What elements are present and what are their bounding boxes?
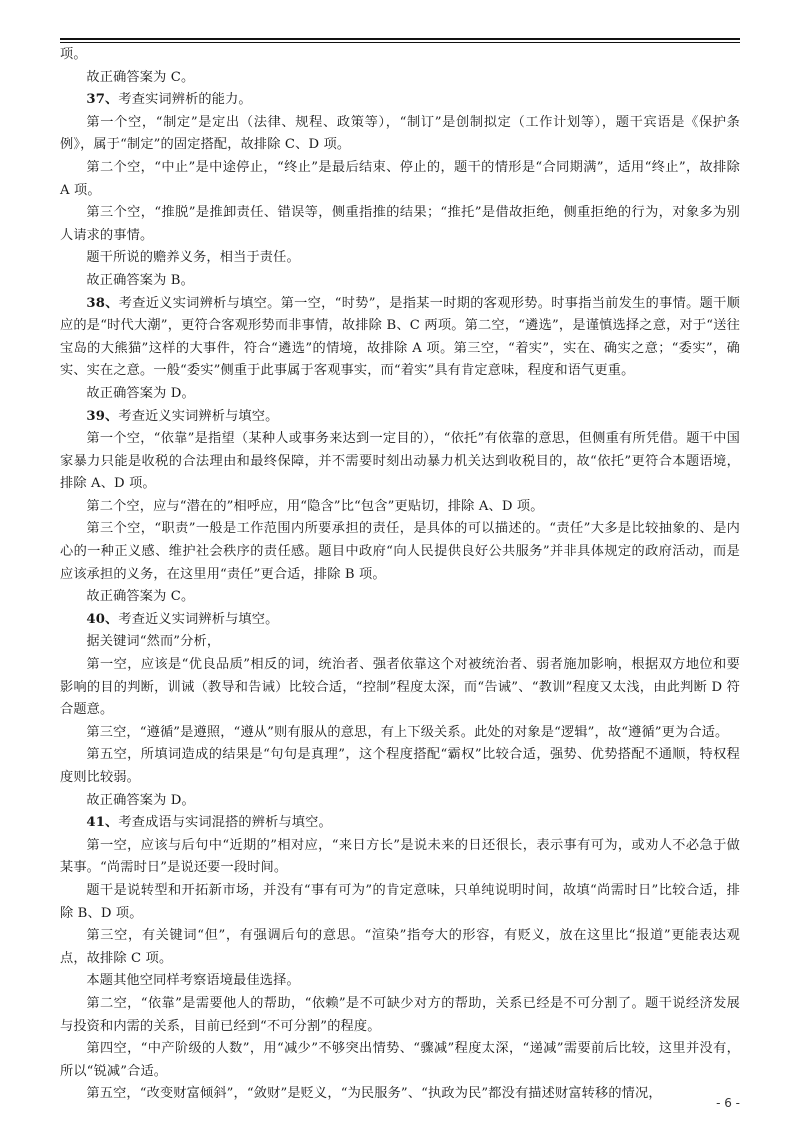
question-heading (60, 293, 740, 383)
explanation-paragraph (60, 925, 740, 970)
paragraph-text: 第三空，“遵循”是遵照，“遵从”则有服从的意思，有上下级关系。此处的对象是“逻辑”，故“遵循”更为合适。 (86, 724, 729, 740)
page-number: - 6 - (716, 1096, 740, 1110)
paragraph-text: 项。 (60, 47, 87, 62)
explanation-paragraph (60, 586, 740, 609)
paragraph-text: 故正确答案为 C。 (86, 589, 195, 605)
question-heading (60, 406, 740, 429)
paragraph-text: 第二个空，应与“潜在的”相呼应，用“隐含”比“包含”更贴切，排除 A、D 项。 (86, 498, 544, 514)
question-number: 37、 (86, 92, 119, 108)
paragraph-text: 第一个空，“制定”是定出（法律、规程、政策等），“制订”是创制拟定（工作计划等），题干宾语是《保护条例》，属于“制定”的固定搭配，故排除 C、D 项。 (60, 114, 740, 153)
paragraph-text: 第二空，“依靠”是需要他人的帮助，“依赖”是不可缺少对方的帮助，关系已经是不可分割了。题干说经济发展与投资和内需的关系，目前已经到“不可分割”的程度。 (60, 995, 740, 1034)
explanation-paragraph (60, 654, 740, 722)
explanation-paragraph (60, 1038, 740, 1083)
paragraph-text: 据关键词“然而”分析， (86, 634, 221, 650)
paragraph-text: 第五空，“改变财富倾斜”，“敛财”是贬义，“为民服务”、“执政为民”都没有描述财富转移的情况， (86, 1086, 662, 1102)
paragraph-text: 第三个空，“职责”一般是工作范围内所要承担的责任，是具体的可以描述的。“责任”大多是比较抽象的、是内心的一种正义感、维护社会秩序的责任感。题目中政府“向人民提供良好公共服务”并非具体规定的政府活动，而是应该承担的义务，在这里用“责任”更合适，排除 B 项。 (60, 521, 740, 582)
explanation-paragraph (60, 270, 740, 293)
explanation-paragraph (60, 67, 740, 90)
explanation-paragraph (60, 157, 740, 202)
question-number: 40、 (86, 611, 119, 627)
paragraph-text: 第四空，“中产阶级的人数”，用“减少”不够突出情势、“骤减”程度太深，“递减”需要前后比较，这里并没有，所以“锐减”合适。 (60, 1041, 740, 1079)
explanation-paragraph (60, 112, 740, 157)
paragraph-text: 题干所说的赡养义务，相当于责任。 (86, 250, 300, 266)
explanation-paragraph (60, 631, 740, 654)
paragraph-text: 第一个空，“依靠”是指望（某种人或事务来达到一定目的），“依托”有依靠的意思，但侧重有所凭借。题干中国家暴力只能是收税的合法理由和最终保障，并不需要时刻出动暴力机关达到收税目的，故“依托”更符合本题语境，排除 A、D 项。 (60, 431, 740, 492)
explanation-paragraph (60, 993, 740, 1038)
paragraph-text: 考查近义实词辨析与填空。 (118, 611, 279, 627)
explanation-paragraph (60, 247, 740, 270)
explanation-paragraph (60, 722, 740, 745)
explanation-paragraph (60, 790, 740, 813)
paragraph-text: 第二个空，“中止”是中途停止，“终止”是最后结束、停止的，题干的情形是“合同期满”，适用“终止”，故排除 A 项。 (60, 159, 740, 198)
explanation-paragraph (60, 880, 740, 925)
explanation-paragraph (60, 428, 740, 496)
paragraph-text: 故正确答案为 C。 (86, 69, 195, 85)
explanation-paragraph (60, 970, 740, 993)
paragraph-text: 第五空，所填词造成的结果是“句句是真理”，这个程度搭配“霸权”比较合适，强势、优势搭配不通顺，特权程度则比较弱。 (60, 747, 740, 785)
answer-explanation-body (60, 44, 740, 1106)
explanation-paragraph (60, 44, 740, 67)
paragraph-text: 第三空，有关键词“但”，有强调后句的意思。“渲染”指夸大的形容，有贬义，放在这里比“报道”更能表达观点，故排除 C 项。 (60, 928, 740, 966)
paragraph-text: 本题其他空同样考察语境最佳选择。 (86, 973, 300, 989)
question-heading (60, 89, 740, 112)
paragraph-text: 第一空，应该是“优良品质”相反的词，统治者、强者依靠这个对被统治者、弱者施加影响，根据双方地位和要影响的目的判断，训诫（教导和告诫）比较合适，“控制”程度太深，而“告诫”、“教训”程度又太浅，由此判断 D 符合题意。 (60, 657, 740, 718)
explanation-paragraph (60, 383, 740, 406)
paragraph-text: 第三个空，“推脱”是推卸责任、错误等，侧重指推的结果；“推托”是借故拒绝，侧重拒绝的行为，对象多为别人请求的事情。 (60, 205, 740, 243)
question-number: 38、 (86, 295, 119, 311)
question-heading (60, 812, 740, 835)
explanation-paragraph (60, 202, 740, 247)
header-rule-thick (60, 38, 740, 40)
paragraph-text: 故正确答案为 B。 (86, 272, 194, 288)
question-number: 41、 (86, 815, 119, 831)
explanation-paragraph (60, 496, 740, 519)
question-number: 39、 (86, 408, 119, 424)
header-rule-thin (60, 42, 740, 43)
question-heading (60, 609, 740, 632)
explanation-paragraph (60, 1083, 740, 1106)
paragraph-text: 第一空，应该与后句中“近期的”相对应，“来日方长”是说未来的日还很长，表示事有可为，或劝人不必急于做某事。“尚需时日”是说还要一段时间。 (60, 837, 740, 876)
paragraph-text: 题干是说转型和开拓新市场，并没有“事有可为”的肯定意味，只单纯说明时间，故填“尚需时日”比较合适，排除 B、D 项。 (60, 882, 740, 921)
paragraph-text: 考查近义实词辨析与填空。第一空，“时势”，是指某一时期的客观形势。时事指当前发生的事情。题干顺应的是“时代大潮”，更符合客观形势而非事情，故排除 B、C 两项。第二空，“遴选”，是谨慎选择之意，对于“送往宝岛的大熊猫”这样的大事件，符合“遴选”的情境，故排除 A 项。第三空，“着实”，实在、确实之意；“委实”，确实、实在之意。一般“委实”侧重于此事属于客观事实，而“着实”具有肯定意味，程度和语气更重。 (60, 295, 740, 379)
paragraph-text: 考查实词辨析的能力。 (118, 92, 252, 108)
paragraph-text: 考查近义实词辨析与填空。 (118, 408, 279, 424)
explanation-paragraph (60, 835, 740, 880)
paragraph-text: 故正确答案为 D。 (86, 385, 195, 401)
explanation-paragraph (60, 518, 740, 586)
paragraph-text: 故正确答案为 D。 (86, 792, 195, 808)
paragraph-text: 考查成语与实词混搭的辨析与填空。 (118, 815, 332, 831)
explanation-paragraph (60, 744, 740, 789)
